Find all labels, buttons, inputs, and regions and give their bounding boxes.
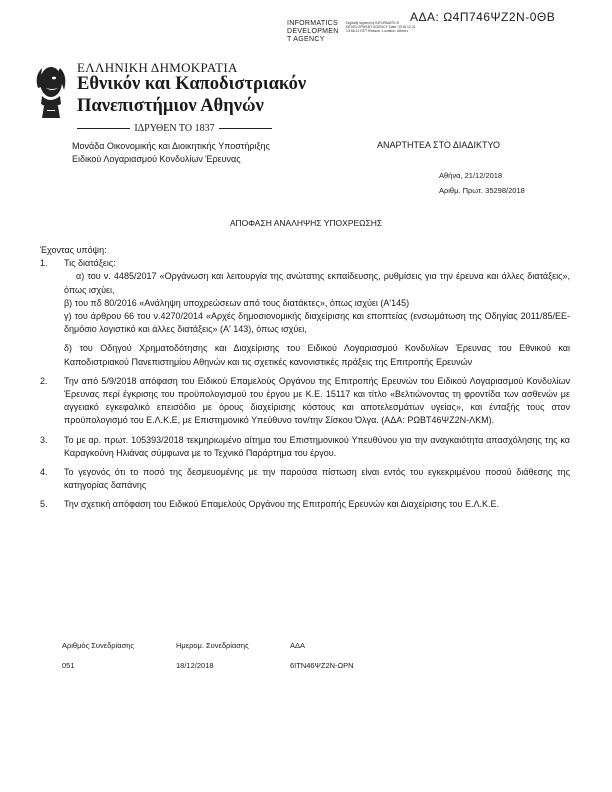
unit-name	[72, 140, 270, 166]
list-item-text: Την από 5/9/2018 απόφαση του Ειδικού Επαμελούς Οργάνου της Επιτροπής Ερευνών του Ειδικού Λογαριασμού Κονδυλίων Έρευνας περί έγκρισης του προϋπολογισμού του έργου με Κ.Ε. 15117 και τίτλο «Βελτιώνοντας τη φροντίδα των ασθενών με αγγειακό εγκεφαλικό επεισόδιο με όρους διαχείρισης κόστους και αποτελεσμάτων υγείας», και ένταξής τους στον προϋπολογισμό του Ε.Λ.Κ.Ε, με Επιστημονικό Υπεύθυνο τον/την Σίσκου Όλγα. (ΑΔΑ: ΡΩΒΤ46ΨΖ2Ν-ΛΚΜ).	[64, 375, 570, 426]
document-body	[40, 244, 570, 512]
founded-line	[77, 123, 272, 134]
university-logo-icon	[30, 58, 70, 120]
table-cell-meeting-number: 051	[62, 661, 75, 670]
protocol-number: Αριθμ. Πρωτ. 35298/2018	[439, 186, 525, 195]
list-item-1	[40, 257, 570, 270]
table-header-meeting-date: Ημερομ. Συνεδρίασης	[176, 641, 249, 650]
list-item-text: Το γεγονός ότι το ποσό της δεσμευομένης με την παρούσα πίστωση είναι εντός του εγκεκριμένου ποσού διάθεσης της κατηγορίας δαπάνης	[64, 467, 570, 491]
unit-line-1: Μονάδα Οικονομικής και Διοικητικής Υποστήριξης	[72, 141, 270, 151]
list-item-2	[40, 375, 570, 428]
clause-d: δ) του Οδηγού Χρηματοδότησης και Διαχείρισης του Ειδικού Λογαριασμού Κονδυλίων Έρευνας του Εθνικού και Καποδιστριακού Πανεπιστημίου Αθηνών και τις σχετικές κανονιστικές πράξεις της Επιτροπής Ερευνών	[64, 343, 570, 367]
list-item-text: Το με αρ. πρωτ. 105393/2018 τεκμηριωμένο αίτημα του Επιστημονικού Υπευθύνου για την αναγκαιότητα απασχόλησης της κα Καραγκούνη Ηλιάνας σύμφωνα με το Τεχνικό Παράρτημα του έργου.	[64, 434, 570, 458]
table-header-ada: ΑΔΑ	[290, 641, 306, 650]
document-title: ΑΠΟΦΑΣΗ ΑΝΑΛΗΨΗΣ ΥΠΟΧΡΕΩΣΗΣ	[229, 218, 383, 228]
table-cell-ada: 6ΙΤΝ46ΨΖ2Ν-ΩΡΝ	[290, 661, 354, 670]
table-header-meeting-number: Αριθμός Συνεδρίασης	[62, 641, 134, 650]
founded-rule-left	[77, 128, 130, 129]
signature-stamp-name	[287, 20, 339, 44]
list-number: 4.	[40, 467, 48, 478]
clause-a: α) του ν. 4485/2017 «Οργάνωση και λειτουργία της ανώτατης εκπαίδευσης, ρυθμίσεις για την έρευνα και άλλες διατάξεις», όπως ισχύει,	[64, 271, 570, 295]
list-item-text: Την σχετική απόφαση του Ειδικού Επαμελούς Οργάνου της Επιτροπής Ερευνών και Διαχείρισης του Ε.Λ.Κ.Ε.	[64, 499, 500, 510]
posted-online-label: ΑΝΑΡΤΗΤΕΑ ΣΤΟ ΔΙΑΔΙΚΤΥΟ	[377, 140, 500, 150]
list-number: 3.	[40, 434, 48, 445]
document-date: Αθήνα, 21/12/2018	[439, 171, 503, 180]
list-number: 5.	[40, 499, 48, 510]
list-item-3	[40, 434, 570, 460]
unit-line-2: Ειδικού Λογαριασμού Κονδυλίων Έρευνας	[72, 154, 241, 164]
list-item-4	[40, 466, 570, 492]
republic-label: ΕΛΛΗΝΙΚΗ ΔΗΜΟΚΡΑΤΙΑ	[77, 60, 238, 75]
table-cell-meeting-date: 18/12/2018	[176, 661, 214, 670]
founded-rule-right	[219, 128, 272, 129]
signature-line-2: DEVELOPMEN	[287, 28, 339, 35]
table-header-row	[62, 641, 392, 650]
founded-text: ΙΔΡΥΘΕΝ ΤΟ 1837	[134, 123, 215, 134]
clause-b: β) του πδ 80/2016 «Ανάληψη υποχρεώσεων από τους διατάκτες», όπως ισχύει (Α'145)	[64, 297, 410, 308]
signature-line-3: T AGENCY	[287, 36, 325, 43]
list-item-text: Τις διατάξεις:	[64, 258, 116, 269]
list-item-5	[40, 498, 570, 511]
intro-text: Έχοντας υπόψη:	[40, 245, 107, 255]
signature-stamp-details: Digitally signed by INFORMATICS DEVELOPMENT AGENCY Date: 2018.12.21 13:56:11 EET Reason: Location: Athens	[346, 21, 416, 33]
table-row	[62, 661, 392, 670]
university-name-line-1: Εθνικόν και Καποδιστριακόν	[77, 74, 307, 94]
university-name-line-2: Πανεπιστήμιον Αθηνών	[77, 96, 264, 116]
list-number: 1.	[40, 258, 48, 269]
list-number: 2.	[40, 375, 48, 386]
signature-line-1: INFORMATICS	[287, 20, 339, 27]
meeting-table	[62, 641, 392, 681]
ada-code: ΑΔΑ: Ω4Π746ΨΖ2Ν-0ΘΒ	[410, 10, 556, 24]
clause-c: γ) του άρθρου 66 του ν.4270/2014 «Αρχές δημοσιονομικής διαχείρισης και εποπτείας (ενσωμάτωση της Οδηγίας 2011/85/ΕΕ-δημόσιο λογιστικό και άλλες διατάξεις» (Α' 143), όπως ισχύει,	[64, 311, 570, 335]
